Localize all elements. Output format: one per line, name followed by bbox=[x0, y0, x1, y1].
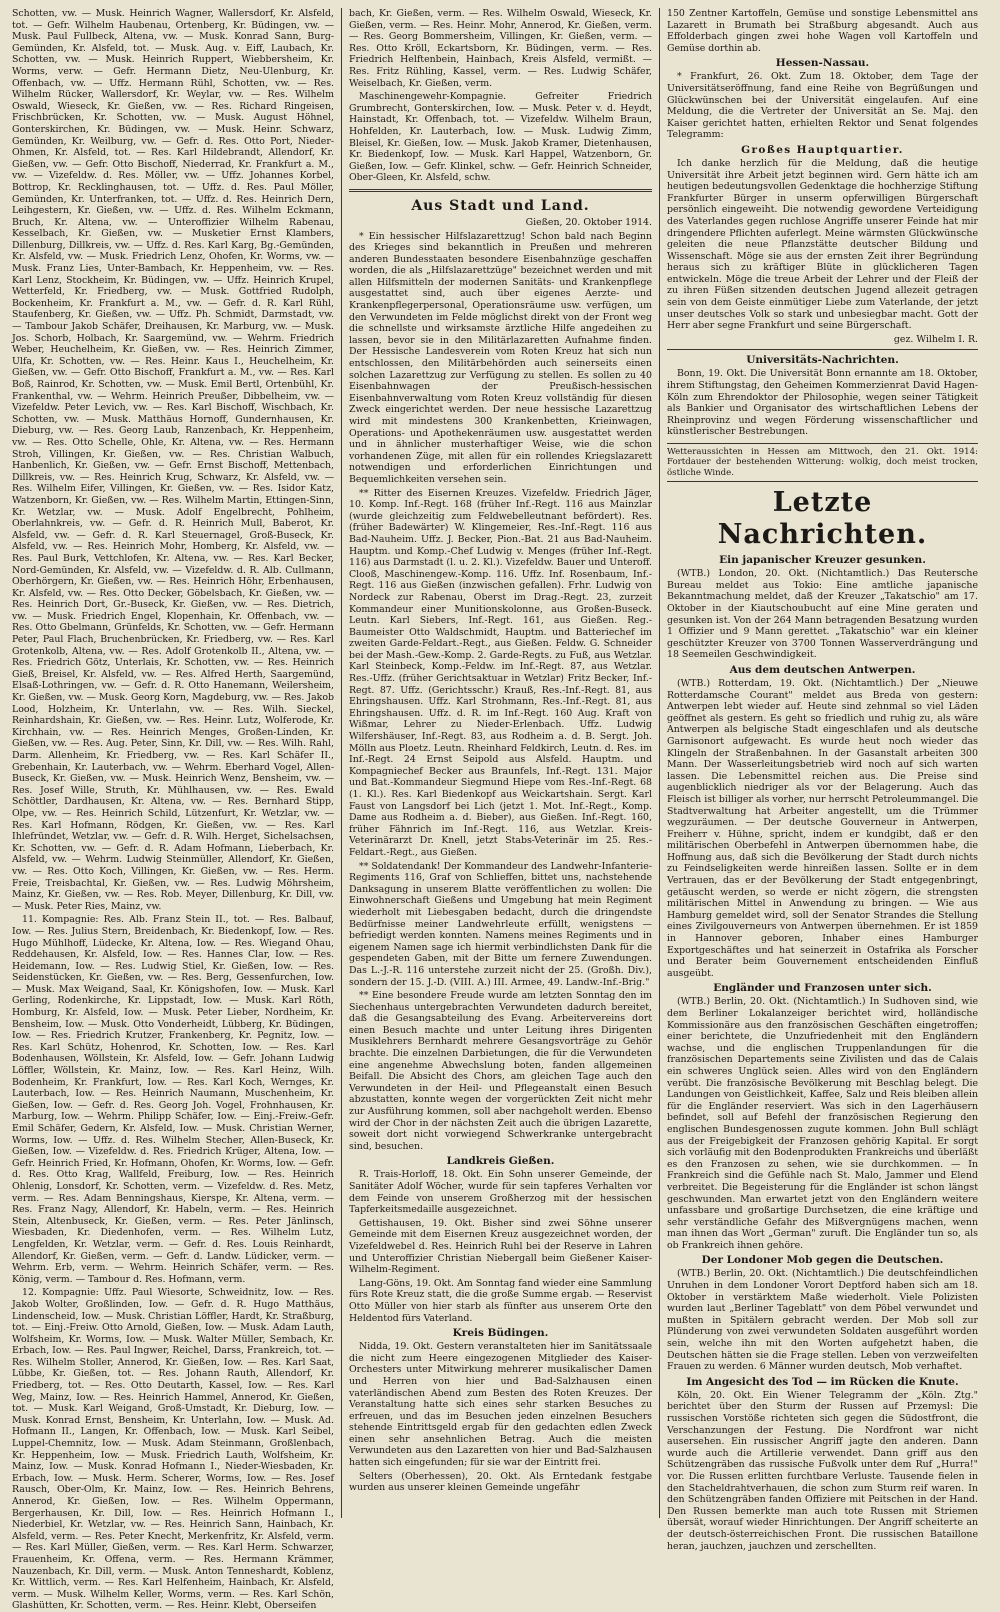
sub-heading: Im Angesicht des Tod — im Rücken die Knute. bbox=[686, 1375, 959, 1388]
article-paragraph: Selters (Oberhessen), 20. Okt. Als Erntedank festgabe wurden aus unserer kleinen Gemeinde ungefähr bbox=[349, 1470, 652, 1494]
casualty-list-paragraph: bach, Kr. Gießen, verm. — Res. Wilhelm Oswald, Wieseck, Kr. Gießen, verm. — Res. Heinr. Mohr, Annerod, Kr. Gießen, verm. — Res. Georg Bommersheim, Villingen, Kr. Gießen, verm. — Res. Otto Kröll, Eckartsborn, Kr. Büdingen, verm. — Res. Friedrich Helftenbein, Hainbach, Kreis Alsfeld, vermißt. — Res. Fritz Rühling, Kassel, verm. — Res. Ludwig Schäfer, Weiselbach, Kr. Gießen, verm. bbox=[349, 8, 652, 89]
telegram-text: Ich danke herzlich für die Meldung, daß die heutige Universität ihre Arbeit jetzt beginnen wird. Gern hätte ich am heutigen bedeutungsvollen Gedenktage die hochherzige Stiftung Frankfurter Bürger in unserm opferwilligen Bürgerschaft persönlich eingeweiht. Die notwendig gewordene Verteidigung des Vaterlandes gegen ruchlose Angriffe unserer Feinde hat mir dringendere Pflichten auferlegt. Meine wärmsten Glückwünsche geleiten die neue Pflanzstätte deutscher Bildung und Wissenschaft. Möge sie aus der ernsten Zeit ihrer Begründung heraus sich zu kräftiger Blüte in glücklicheren Tagen entwickeln. Möge die treue Arbeit der Lehrer und der Fleiß der zu ihren Füßen sitzenden deutschen Jugend allezeit getragen sein von dem Geiste einmütiger Liebe zum Vaterlande, der jetzt unser deutsches Volk so stark und unbesiegbar macht. Gott der Herr aber segne Frankfurt und seine Bürgerschaft. bbox=[667, 157, 978, 332]
sub-heading: Universitäts-Nachrichten. bbox=[746, 354, 899, 367]
article-paragraph: (WTB.) Rotterdam, 19. Okt. (Nichtamtlich.) Der „Nieuwe Rotterdamsche Courant" meldet aus Breda von gestern: Antwerpen lebt wieder auf. Heute sind zehnmal so viel Läden geöffnet als gestern. Es geht so friedlich und ruhig zu, als wäre Antwerpen als belgische Stadt eingeschlafen und als deutsche Garnisonort aufgewacht. Es wurde heut noch wieder das Klingeln der Straßenbahnen. In der Gasanstalt arbeiten 300 Mann. Der Wasserleitungsbetrieb wird noch auf sich warten lassen. Die Lebensmittel reichen aus. Die Preise sind augenblicklich niedriger als vor der Belagerung. Auch das Fleisch ist billiger als vorher, nur herrscht Petroleummangel. Die Stadtverwaltung hat Arbeiter angestellt, um die Trümmer wegzuräumen. — Der deutsche Gouverneur in Antwerpen, Freiherr v. Hühne, spricht, indem er kundgibt, daß er den militärischen Oberbefehl in Antwerpen übernommen habe, die Hoffnung aus, daß sich die Bevölkerung der Stadt durch nichts zu Feindseligkeiten werde hinreißen lassen. Sollte er in dem Vertrauen, das er der Bevölkerung der Stadt entgegenbringt, getäuscht werden, so werde er nicht zögern, die strengsten militärischen Mittel in Anwendung zu bringen. — Wie aus Hamburg gemeldet wird, soll der Senator Strandes die Stellung eines Zivilgouverneurs von Antwerpen übernehmen. Er ist 1859 in Hannover geboren, Inhaber eines Hamburger Exportgeschäftes und hat seinerzeit in Ostafrika als Forscher und Berater beim Gouvernement entscheidenden Einfluß ausgeübt. bbox=[667, 677, 978, 979]
sub-heading: Engländer und Franzosen unter sich. bbox=[713, 982, 932, 995]
casualty-list-paragraph: Schotten, vw. — Musk. Heinrich Wagner, Wallersdorf, Kr. Alsfeld, tot. — Gefr. Wilhelm Haubenau, Ortenberg, Kr. Büdingen, vw. — Musk. Paul Fullbeck, Altena, vw. — Musk. Konrad Sann, Burg-Gemünden, Kr. Alsfeld, tot. — Musk. Aug. v. Eiff, Laubach, Kr. Schotten, vw. — Musk. Heinrich Ruppert, Wiebbersheim, Kr. Worms, verw. — Gefr. Hermann Dietz, Neu-Ulenburg, Kr. Offenbach, vw. — Uffz. Hermann Rühl, Schotten, vw. — Res. Wilhelm Rücker, Wallersdorf, Kr. Weylar, vw. — Res. Wilhelm Oswald, Wieseck, Kr. Gießen, vw. — Res. Richard Ringeisen, Frischbrücken, Kr. Schotten, vw. — Musk. August Höhnel, Gonterskirchen, Kr. Büdingen, vw. — Musk. Heinr. Schwarz, Gemünden, Kr. Weilburg, vw. — Gefr. d. Res. Otto Port, Nieder-Ohmen, Kr. Alsfeld, tot. — Res. Karl Hildebrandt, Allendorf, Kr. Gießen, vw. — Gefr. Otto Bischoff, Niederrad, Kr. Frankfurt a. M., vw. — Vizefeldw. d. Res. Möller, vw. — Uffz. Johannes Korbel, Bottrop, Kr. Recklinghausen, tot. — Uffz. d. Res. Paul Möller, Gemünden, Kr. Unterfranken, tot. — Uffz. d. Res. Heinrich Dern, Leihgestern, Kr. Gießen, vw. — Uffz. d. Res. Wilhelm Eckmann, Bruch, Kr. Altena, vw. — Unteroffizier Wilhelm Rabenau, Kesselbach, Kr. Gießen, vw. — Musketier Ernst Klambers, Dillenburg, Dillkreis, vw. — Uffz. d. Res. Karl Karg, Bg.-Gemünden, Kr. Alsfeld, vw. — Musk. Friedrich Lenz, Ohofen, Kr. Worms, vw. — Musk. Franz Lies, Unter-Bambach, Kr. Heppenheim, vw. — Res. Karl Lenz, Stockheim, Kr. Büdingen, vw. — Uffz. Heinrich Krupel, Wetterfeld, Kr. Friedberg, vw. — Musk. Gottfried Rudolph, Bockenheim, Kr. Frankfurt a. M., vw. — Gefr. d. R. Karl Rühl, Staufenberg, Kr. Gießen, vw. — Uffz. Ph. Schmidt, Darmstadt, vw. — Tambour Jakob Schäfer, Dreihausen, Kr. Marburg, vw. — Musk. Jos. Schorb, Holbach, Kr. Saargemünd, vw. — Wehrm. Friedrich Weber, Heuchelheim, Kr. Gießen, vw. — Res. Heinrich Zimmer, Ulfa, Kr. Schotten, vw. — Res. Heinr. Kaus I., Heuchelheim, Kr. Gießen, vw. — Gefr. Otto Bischoff, Frankfurt a. M., vw. — Res. Karl Boß, Rainrod, Kr. Schotten, vw. — Musk. Emil Bertl, Ortenbühl, Kr. Frankenthal, vw. — Wehrm. Heinrich Preußer, Dibbelheim, vw. — Vizefeldw. Peter Levich, vw. — Res. Karl Bischoff, Wischbach, Kr. Schotten, vw. — Musk. Matthäus Hornoff, Gundernhausen, Kr. Dieburg, vw. — Res. Georg Laub, Ranzenbach, Kr. Heppenheim, vw. — Res. Otto Schelle, Ohle, Kr. Altena, vw. — Res. Hermann Stroh, Villingen, Kr. Gießen, vw. — Res. Christian Walbuch, Hanbenlich, Kr. Gießen, vw. — Gefr. Ernst Bischoff, Mettenbach, Dillkreis, vw. — Res. Heinrich Krug, Schwarz, Kr. Alsfeld, vw. — Res. Wilhelm Eifer, Villingen, Kr. Gießen, vw. — Res. Isidor Katz, Watzenborn, Kr. Gießen, vw. — Res. Wilhelm Martin, Ettingen-Sinn, Kr. Wetzlar, vw. — Musk. Adolf Engelbrecht, Pohlheim, Oberlahnkreis, vw. — Gefr. d. R. Heinrich Mull, Baberot, Kr. Alsfeld, vw. — Gefr. d. R. Karl Steuernagel, Groß-Buseck, Kr. Alsfeld, vw. — Res. Heinrich Mohr, Homberg, Kr. Alsfeld, vw. — Res. Paul Burk, Vettchlofen, Kr. Altena, vw. — Res. Karl Becker, Nord-Gemünden, Kr. Alsfeld, vw. — Vizefeldw. d. R. Alb. Cullmann, Oberhörgern, Kr. Gießen, vw. — Res. Heinrich Höhr, Erbenhausen, Kr. Alsfeld, vw. — Res. Otto Decker, Göbelsbach, Kr. Gießen, vw. — Res. Heinrich Dort, Gr.-Buseck, Kr. Gießen, vw. — Res. Dietrich, vw. — Musk. Friedrich Engel, Klopenhain, Kr. Offenbach, vw. — Res. Otto Gbelmann, Grünfelds, Kr. Schotten, vw. — Gefr. Hermann Peter, Paul Flach, Bruchenbrücken, Kr. Friedberg, vw. — Res. Karl Grotenkolb, Altena, vw. — Res. Adolf Grotenkolb II., Altena, vw. — Res. Friedrich Götz, Unterlais, Kr. Schotten, vw. — Res. Heinrich Gieß, Breisel, Kr. Alsfeld, vw. — Res. Alfred Herth, Saargemünd, Elsaß-Lothringen, vw. — Gefr. d. R. Otto Hanemann, Weilersheim, Kr. Gießen, vw. — Musk. Georg Korn, Magdeburg, vw. — Res. Jakob Lood, Holzheim, Kr. Unterlahn, vw. — Res. Wilh. Sieckel, Reinhardshain, Kr. Gießen, vw. — Res. Heinr. Lutz, Wolferode, Kr. Kirchhain, vw. — Res. Heinrich Menges, Großen-Linden, Kr. Gießen, vw. — Res. Aug. Peter, Sinn, Kr. Dill, vw. — Res. Wilh. Rahl, Darm. Allenheim, Kr. Friedberg, vw. — Res. Karl Schäfer II., Grebenhain, Kr. Lauterbach, vw. — Wehrm. Eberhard Vogel, Allen-Buseck, Kr. Gießen, vw. — Musk. Heinrich Wenz, Bensheim, vw. — Res. Josef Wille, Struth, Kr. Mühlhausen, vw. — Res. Ewald Schöttler, Dardhausen, Kr. Altena, vw. — Res. Bernhard Stipp, Olpe, vw. — Res. Heinrich Schild, Lützenfurt, Kr. Wetzlar, vw. — Res. Karl Hofmann, Rödgen, Kr. Gießen, vw. — Res. Karl Ihlefründet, Wetzlar, vw. — Gefr. d. R. Wilh. Herget, Sichelsachsen, Kr. Schotten, vw. — Gefr. d. R. Adam Hofmann, Lieberbach, Kr. Alsfeld, vw. — Wehrm. Ludwig Steinmüller, Allendorf, Kr. Gießen, vw. — Res. Otto Koch, Villingen, Kr. Gießen, vw. — Res. Herm. Freie, Treisbachtal, Kr. Gießen, vw. — Res. Ludwig Möhrsheim, Mainz, Kr. Gießen, vw. — Res. Rob. Meyer, Dillenburg, Kr. Dill, vw. — Musk. Peter Ries, Mainz, vw. bbox=[12, 8, 334, 912]
article-paragraph: Bonn, 19. Okt. Die Universität Bonn ernannte am 18. Oktober, ihrem Stiftungstag, den Geheimen Kommerzienrat David Hagen-Köln zum Ehrendoktor der Philosophie, wegen seiner Tätigkeit als Bankier und Organisator des wirtschaftlichen Lebens der Rheinprovinz und wegen Förderung wissenschaftlicher und künstlerischer Bestrebungen. bbox=[667, 368, 978, 438]
article-paragraph: Lang-Göns, 19. Okt. Am Sonntag fand wieder eine Sammlung fürs Rote Kreuz statt, die die große Summe ergab. — Reservist Otto Müller von hier starb als fünfter aus unserem Orte den Heldentod fürs Vaterland. bbox=[349, 1277, 652, 1324]
article-paragraph: * Ein hessischer Hilfslazarettzug! Schon bald nach Beginn des Krieges sind bekanntlich in Preußen und mehreren anderen Bundesstaaten besondere Eisenbahnzüge geschaffen worden, die als „Hilfslazarettzüge" bezeichnet werden und mit allen Hilfsmitteln der modernen Sanitäts- und Krankenpflege ausgestattet sind, auch über eigenes Aerzte- und Krankenpflegerpersonal, Operationsräume usw. verfügen, um den Verwundeten im Felde möglichst direkt von der Front weg die schnellste und wirksamste ärztliche Hilfe angedeihen zu lassen, bevor sie in den Militärlazaretten Aufnahme finden. Der Hessische Landesverein vom Roten Kreuz hat sich nun entschlossen, den Militärbehörden auch seinerseits einen solchen Lazarettzug zur Verfügung zu stellen. Es sollen zu 40 Eisenbahnwagen der Preußisch-hessischen Eisenbahnverwaltung vom Roten Kreuz vollständig für diesen Zweck eingerichtet werden. Der neue hessische Lazarettzug wird mit mindestens 300 Krankenbetten, Krieinwagen, Operations- und Apothekenräumen usw. ausgestattet werden und in ähnlicher musterhaftiger Weise, wie die schon vorhandenen Züge, mit allen für ein rollendes Kriegslazarett notwendigen und erforderlichen Einrichtungen und Bequemlichkeiten versehen sein. bbox=[349, 230, 652, 485]
article-paragraph: Gettishausen, 19. Okt. Bisher sind zwei Söhne unserer Gemeinde mit dem Eisernen Kreuz ausgezeichnet worden, der Vizefeldwebel d. Res. Heinrich Ruhl bei der Reserve in Lahren und Unteroffizier Christian Niebergall beim Gießener Kaiser-Wilhelm-Regiment. bbox=[349, 1217, 652, 1276]
article-paragraph: R. Trais-Horloff, 18. Okt. Ein Sohn unserer Gemeinde, der Sanitäter Adolf Wöcher, wurde für sein tapferes Verhalten vor dem Feinde von unserem Großherzog mit der hessischen Tapferkeitsmedaille ausgezeichnet. bbox=[349, 1169, 652, 1216]
sub-heading: Kreis Büdingen. bbox=[452, 1327, 549, 1340]
sub-heading: Der Londoner Mob gegen die Deutschen. bbox=[701, 1254, 944, 1267]
column-1 bbox=[12, 8, 342, 1612]
article-paragraph: 150 Zentner Kartoffeln, Gemüse und sonstige Lebensmittel ans Lazarett in Brumath bei Straßburg abgesandt. Auch aus Effolderbach gingen zwei hohe Wagen voll Kartoffeln und Gemüse dorthin ab. bbox=[667, 8, 978, 54]
sub-heading: Ein japanischer Kreuzer gesunken. bbox=[719, 554, 926, 567]
casualty-list-paragraph: 12. Kompagnie: Uffz. Paul Wiesorte, Schweidnitz, Iow. — Res. Jakob Wolter, Großlinden, Iow. — Gefr. d. R. Hugo Matthäus, Lindenscheid, Iow. — Musk. Christian Löffler, Hardt, Kr. Straßburg, tot. — Einj.-Freiw. Otto Arnold, Gießen, Iow. — Musk. Adam Lauth, Wolfsheim, Kr. Worms, Iow. — Musk. Walter Müller, Sembach, Kr. Erbach, Iow. — Res. Paul Ingwer, Reichel, Darss, Frankreich, tot. — Res. Wilhelm Stoller, Annerod, Kr. Gießen, Iow. — Res. Karl Saat, Lübbe, Kr. Gießen, tot. — Res. Johann Rauth, Allendorf, Kr. Friedberg, tot. — Res. Otto Deutarth, Kassel, Iow. — Res. Karl Weg, Mainz, Iow. — Res. Heinrich Hammel, Annerod, Kr. Gießen, tot. — Musk. Karl Weigand, Groß-Umstadt, Kr. Dieburg, Iow. — Musk. Konrad Ernst, Bensheim, Kr. Unterlahn, Iow. — Musk. Ad. Hofmann II., Langen, Kr. Offenbach, Iow. — Musk. Karl Seibel, Luppel-Chemnitz, Iow. — Musk. Adam Steinmann, Großlenbach, Kr. Heppenheim, Iow. — Musk. Friedrich Lauth, Wolfsheim, Kr. Mainz, Iow. — Musk. Konrad Hofmann I., Nieder-Wiesbaden, Kr. Erbach, Iow. — Musk. Herm. Scherer, Worms, Iow. — Res. Josef Rausch, Ober-Olm, Kr. Mainz, Iow. — Res. Heinrich Behrens, Annerod, Kr. Gießen, Iow. — Res. Wilhelm Oppermann, Bergerhausen, Kr. Dill, Iow. — Res. Heinrich Hofmann I., Niederbiel, Kr. Wetzlar, vw. — Res. Heinrich Sann, Hainbach, Kr. Alsfeld, verm. — Res. Peter Knecht, Merkenfritz, Kr. Alsfeld, verm. — Res. Karl Müller, Gießen, verm. — Res. Karl Herm. Schwarzer, Frauenheim, Kr. Offena, verm. — Res. Hermann Krämmer, Nauzenbach, Kr. Dill, verm. — Musk. Anton Tenneshardt, Koblenz, Kr. Wittlich, verm. — Res. Karl Helfenheim, Hainbach, Kr. Alsfeld, verm. — Musk. Wilhelm Keller, Worms, verm. — Res. Karl Schön, Glashütten, Kr. Schotten, verm. — Res. Heinr. Klebt, Oberseifen bbox=[12, 1287, 334, 1612]
casualty-list-paragraph: Maschinengewehr-Kompagnie. Gefreiter Friedrich Grumbrecht, Gonterskirchen, Iow. — Musk. Peter v. d. Heydt, Hainstadt, Kr. Offenbach, tot. — Vizefeldw. Wilhelm Braun, Hohfelden, Kr. Lauterbach, Iow. — Musk. Ludwig Zimm, Bleisel, Kr. Gießen, Iow. — Musk. Jakob Kramer, Dietenhausen, Kr. Biedenkopf, Iow. — Musk. Karl Happel, Watzenborn, Gr. Gießen, Iow. — Gefr. Klinkel, schw. — Gefr. Heinrich Schneider, Ober-Gleen, Kr. Alsfeld, schw. bbox=[349, 91, 652, 184]
section-divider bbox=[667, 349, 978, 350]
section-heading: Aus Stadt und Land. bbox=[411, 197, 590, 214]
sub-heading: Hessen-Nassau. bbox=[775, 57, 870, 70]
article-paragraph: (WTB.) Berlin, 20. Okt. (Nichtamtlich.) Die deutschfeindlichen Unruhen in dem Londoner Vorort Deptford haben sich am 18. Oktober in verstärktem Maße wiederholt. Viele Polizisten wurden laut „Berliner Tageblatt" von dem Pöbel verwundet und mußten in Spitälern gebracht werden. Der Mob soll zur Plünderung von zwei verwundeten Soldaten ausgeführt worden sein, welche ihn mit den Worten aufgehetzt haben, die Deutschen hätten sie die Frage stellen. Leben von verzweifelten Frauen zu werden. 6 Männer wurden deutsch, Mob verhaftet. bbox=[667, 1268, 978, 1373]
article-paragraph: ** Soldatendank! Der Kommandeur des Landwehr-Infanterie-Regiments 116, Graf von Schlieffen, bittet uns, nachstehende Danksagung in unserem Blatte veröffentlichen zu wollen: Die Einwohnerschaft Gießens und Umgebung hat mein Regiment wiederholt mit Liebesgaben bedacht, durch die dringendste Bedürfnisse meiner Landwehrleute erfüllt, wenigstens — befriedigt werden konnten. Namens meines Regiments und in eigenem Namen sage ich hiermit verbindlichsten Dank für die gespendeten Gaben, mit der Bitte um fernere Zuwendungen. Das L.-J.-R. 116 unterstehe zurzeit nicht der 25. (Großh. Div.), sondern der 15. J.-D. (VIII. A.) III. Armee, 49. Landw.-Inf.-Brig." bbox=[349, 860, 652, 988]
weather-forecast: Wetteraussichten in Hessen am Mittwoch, den 21. Okt. 1914: Fortdauer der bestehenden Witterung: wolkig, doch meist trocken, östliche Winde. bbox=[667, 443, 978, 482]
latest-news-heading: Letzte Nachrichten. bbox=[717, 487, 928, 551]
column-2 bbox=[342, 8, 660, 1518]
casualty-list-paragraph: 11. Kompagnie: Res. Alb. Franz Stein II., tot. — Res. Balbauf, Iow. — Res. Julius Stern, Breidenbach, Kr. Biedenkopf, Iow. — Res. Hugo Mühlhoff, Lüdecke, Kr. Altena, Iow. — Res. Wiegand Ohau, Reddehausen, Kr. Alsfeld, Iow. — Res. Hannes Clar, Iow. — Res. Heidemann, Iow. — Res. Ludwig Stiel, Kr. Gießen, Iow. — Res. Seidenstücken, Kr. Gießen, vw. — Res. Berg, Gessenfurchen, Iow. — Musk. Max Weigand, Saal, Kr. Königshofen, Iow. — Musk. Karl Gerling, Rodenkirche, Kr. Lippstadt, Iow. — Musk. Karl Röth, Homburg, Kr. Alsfeld, Iow. — Musk. Peter Lieber, Nordheim, Kr. Bensheim, Iow. — Musk. Otto Vonderheidt, Lübberg, Kr. Büdingen, Iow. — Res. Friedrich Krutzer, Frankenberg, Kr. Pegnitz, Iow. — Res. Karl Schütz, Hohenrod, Kr. Schotten, Iow. — Res. Karl Bodenhausen, Wöllstein, Kr. Alsfeld, Iow. — Gefr. Johann Ludwig Löffler, Wöllstein, Kr. Mainz, Iow. — Res. Karl Heinz, Wilh. Bodenheim, Kr. Frankfurt, Iow. — Res. Karl Koch, Wernges, Kr. Lauterbach, Iow. — Res. Heinrich Naumann, Muschenheim, Kr. Gießen, Iow. — Gefr. d. Res. Georg Joh. Vogel, Frohnhausen, Kr. Marburg, Iow. — Wehrm. Philipp Schäfer, Iow. — Einj.-Freiw.-Gefr. Emil Schäfer, Gedern, Kr. Alsfeld, Iow. — Musk. Christian Werner, Worms, Iow. — Uffz. d. Res. Wilhelm Stecher, Allen-Buseck, Kr. Gießen, Iow. — Vizefeldw. d. Res. Friedrich Krüger, Altena, Iow. — Gefr. Heinrich Fried, Kr. Hofmann, Ohofen, Kr. Worms, Iow. — Gefr. d. Res. Otto Krag, Wallfeld, Freiburg, Iow. — Res. Heinrich Ohlenig, Lonsdorf, Kr. Schotten, verm. — Vizefeldw. d. Res. Metz, verm. — Res. Adam Benningshaus, Kierspe, Kr. Altena, verm. — Res. Franz Nagy, Allendorf, Kr. Habeln, verm. — Res. Heinrich Stein, Altenbuseck, Kr. Gießen, verm. — Res. Peter Jänlinsch, Wiesbaden, Kr. Diedenhofen, verm. — Res. Wilhelm Lutz, Lengfelden, Kr. Wetzlar, verm. — Gefr. d. Res. Louis Reinhardt, Allendorf, Kr. Gießen, verm. — Gefr. d. Landw. Lüdicker, verm. — Wehrm. Erb, verm. — Wehrm. Heinrich Schäfer, verm. — Res. König, verm. — Tambour d. Res. Hofmann, verm. bbox=[12, 914, 334, 1285]
article-paragraph: (WTB.) Berlin, 20. Okt. (Nichtamtlich.) In Sudhoven sind, wie dem Berliner Lokalanzeiger berichtet wird, holländische Kommissionäre aus den französischen Geschäften eingetroffen; einer berichtete, die Unzufriedenheit mit den Engländern wachse, und die englischen Truppenlandungen für die französischen Departements seine Zivilisten und das de Calais ein schweres Unglück seien. Alles wird von den Engländern verübt. Die französische Bevölkerung mit Beschlag belegt. Die Landungen von Geistlichkeit, Kaffee, Salz und Reis bleiben allein für die Engländer reserviert. Was sich in den Lagerhäusern befindet, soll auf Befehl der französischen Regierung den englischen Bundesgenossen zugute kommen. John Bull schlägt aus der Freigebigkeit der Franzosen gehörig Kapital. Er sorgt sich vorläufig mit den Bodenprodukten Frankreichs und überläßt es den Franzosen zu sehen, wie sie durchkommen. — In Frankreich sind die Gefühle nach St. Malo, Jammer und Elend verbreitet. Die Begeisterung für die Engländer ist schon längst geschwunden. Man erwartet jetzt von den Engländern weitere unfassbare und großartige Durchsetzen, die eine kräftige und sehr verständliche Gefahr des Mißvergnügens machen, wenn man ihnen das Wort „German" zuruft. Die Engländer tun so, als ob Frankreich ihnen gehöre. bbox=[667, 996, 979, 1251]
article-paragraph: ** Eine besondere Freude wurde am letzten Sonntag den im Siechenhaus untergebrachten Verwundeten dadurch bereitet, daß die Gesangsabteilung des Evang. Arbeitervereins dort einen Besuch machte und unter Leitung ihres Dirigenten Musiklehrers Bernhardt mehrere Gesangsvorträge zu Gehör brachte. Die einzelnen Darbietungen, die für die Verwundeten eine angenehme Abwechslung boten, fanden allgemeinen Beifall. Die Absicht des Chors, am gleichen Tage auch den Verwundeten in der Heil- und Pflegeanstalt einen Besuch abzustatten, konnte wegen der vorgerückten Zeit nicht mehr zur Ausführung kommen, soll aber nachgeholt werden. Ebenso wird der Chor in der nächsten Zeit auch die übrigen Lazarette, soweit dort nicht vorwiegend Schwerkranke untergebracht sind, besuchen. bbox=[349, 990, 652, 1152]
dateline: Gießen, 20. Oktober 1914. bbox=[525, 216, 652, 228]
article-paragraph: * Frankfurt, 26. Okt. Zum 18. Oktober, dem Tage der Universitätseröffnung, fand eine Reihe von Begrüßungen und Glückwünschen bei der Universität eingelaufen. Auf eine Meldung, die die Vertreter der Universität an Se. Maj. den Kaiser gerichtet hatten, erhielten Rektor und Senat folgendes Telegramm: bbox=[667, 71, 978, 141]
sub-heading: Aus dem deutschen Antwerpen. bbox=[729, 663, 916, 676]
article-paragraph: Nidda, 19. Okt. Gestern veranstalteten hier im Sanitätssaale die nicht zum Heere eingezogenen Mitglieder des Kaiser-Orchesters unter Mitwirkung mehrerer musikalischer Damen und Herren von hier und Bad-Salzhausen einen vaterländischen Abend zum Besten des Roten Kreuzes. Der Veranstaltung hatte sich eines sehr starken Besuches zu erfreuen, und das im Besuchen jeden einzelnen Besuchers stehende Eintrittsgeld ergab für den gedachten edlen Zweck einen sehr ansehnlichen Betrag. Auch die meisten Verwundeten aus den Lazaretten von hier und Bad-Salzhausen hatten sich eingefunden; für sie war der Eintritt frei. bbox=[349, 1341, 652, 1469]
column-3 bbox=[660, 8, 979, 1552]
section-divider bbox=[349, 189, 652, 192]
article-paragraph: Köln, 20. Okt. Ein Wiener Telegramm der „Köln. Ztg." berichtet über den Sturm der Russen auf Przemysl: Die russischen Vorstöße richteten sich gegen die Südostfront, die Verschanzungen der Festung. Die Nordfront war nicht ausersehen. Ein russischer Angriff jagte den anderen. Dann wurde auch die Artillerie verwendet. Dann griff aus den Schützengräben das russische Fußvolk unter dem Ruf „Hurra!" vor. Die Russen erlitten furchtbare Verluste. Tausende fielen in den Stacheldrahtverhauen, die schon zum Sturm reif waren. In den Schützengräben fanden Offiziere mit Peitschen in der Hand. Den Russen bemerkte man auch tote Russen mit Striemen übersät, worauf wieder Hinrichtungen. Der Angriff scheiterte an der deutsch-österreichischen Front. Die russischen Bataillone heran, jauchzen, jauchzen und zerschellten. bbox=[667, 1389, 978, 1552]
sub-heading: Landkreis Gießen. bbox=[446, 1155, 555, 1168]
telegram-heading: Großes Hauptquartier. bbox=[741, 143, 904, 156]
signature: gez. Wilhelm I. R. bbox=[893, 333, 978, 345]
article-paragraph: ** Ritter des Eisernen Kreuzes. Vizefeldw. Friedrich Jäger, 10. Komp. Inf.-Regt. 168 (früher Inf.-Regt. 116 aus Mainzlar (wurde gleichzeitig zum Feldwebelleutnant befördert). Res. (früher Badewärter) W. Klingemeier, Res.-Inf.-Regt. 116 aus Bad-Nauheim. Uffz. J. Becker, Pion.-Bat. 21 aus Bad-Nauheim. Hauptm. und Komp.-Chef Ludwig v. Menges (früher Inf.-Regt. 116) aus Darmstadt (l. u. 2. Kl.). Vizefeldw. Bauer und Unteroff. Clooß, Maschinengew.-Komp. 116. Uffz. Inf. Rosenbaum, Inf.-Regt. 116 aus Gießen (inzwischen gefallen). Frhr. Ludwig von Nordeck zur Rabenau, Oberst im Drag.-Regt. 23, zurzeit Kommandeur einer Munitionskolonne, aus Großen-Buseck. Leutn. Karl Siebers, Inf.-Regt. 161, aus Gießen. Reg.-Baumeister Otto Waldschmidt, Hauptm. und Batteriechef im zweiten Garde-Feldart.-Regt., aus Gießen. Feldw. G. Schneider bei der Mash.-Gew.-Komp. 2. Garde-Regts. zu Fuß, aus Wetzlar. Karl Steinbeck, Komp.-Feldw. im Inf.-Regt. 87, aus Wetzlar. Res.-Uffz. (früher Gerichtsaktuar in Wetzlar) Fritz Becker, Inf.-Regt. 87. Uffz. (Gerichtsschr.) Krauß, Res.-Inf.-Regt. 81, aus Ehringshausen. Uffz. Karl Strohmann, Res.-Inf.-Regt. 81, aus Ehringshausen. Uffz. d. R. im Inf.-Regt. 160 Aug. Kraft von Wißmar, Lehrer zu Nieder-Erlenbach. Uffz. Ludwig Wilfershäuser, Inf.-Regt. 83, aus Rodheim a. d. B. Sergt. Joh. Mölln aus Ploetz. Leutn. Rheinhard Feldkirch, Leutn. d. Res. im Inf.-Regt. 24 Ernst Seipold aus Alsfeld. Hauptm. und Kompagniechef Becker aus Braunfels, Inf.-Regt. 131. Major und Bat.-Kommandeur Siegmund Hiepe vom Res.-Inf.-Regt. 68 (1. Kl.). Res. Karl Biedenkopf aus Weickartshain. Sergt. Karl Faust von Langsdorf bei Lich (jetzt 1. Mot. Inf.-Regt., Komp. Dame aus Rodheim a. d. Bieber), aus Gießen. Inf.-Regt. 160, früher Fähnrich im Inf.-Regt. 116, aus Wetzlar. Kreis-Veterinärarzt Dr. Knell, jetzt Stabs-Veterinär im 25. Res.-Feldart.-Regt., aus Gießen. bbox=[349, 487, 652, 858]
article-paragraph: (WTB.) London, 20. Okt. (Nichtamtlich.) Das Reutersche Bureau meldet aus Tokio: Eine amtliche japanische Bekanntmachung meldet, daß der Kreuzer „Takatschio" am 17. Oktober in der Kiautschoubucht auf eine Mine geraten und gesunken ist. Von der 264 Mann betragenden Besatzung wurden 1 Offizier und 9 Mann gerettet. „Takatschio" war ein kleiner geschützter Kreuzer von 3700 Tonnen Wasserverdrängung und 18 Seemeilen Geschwindigkeit. bbox=[667, 568, 978, 661]
